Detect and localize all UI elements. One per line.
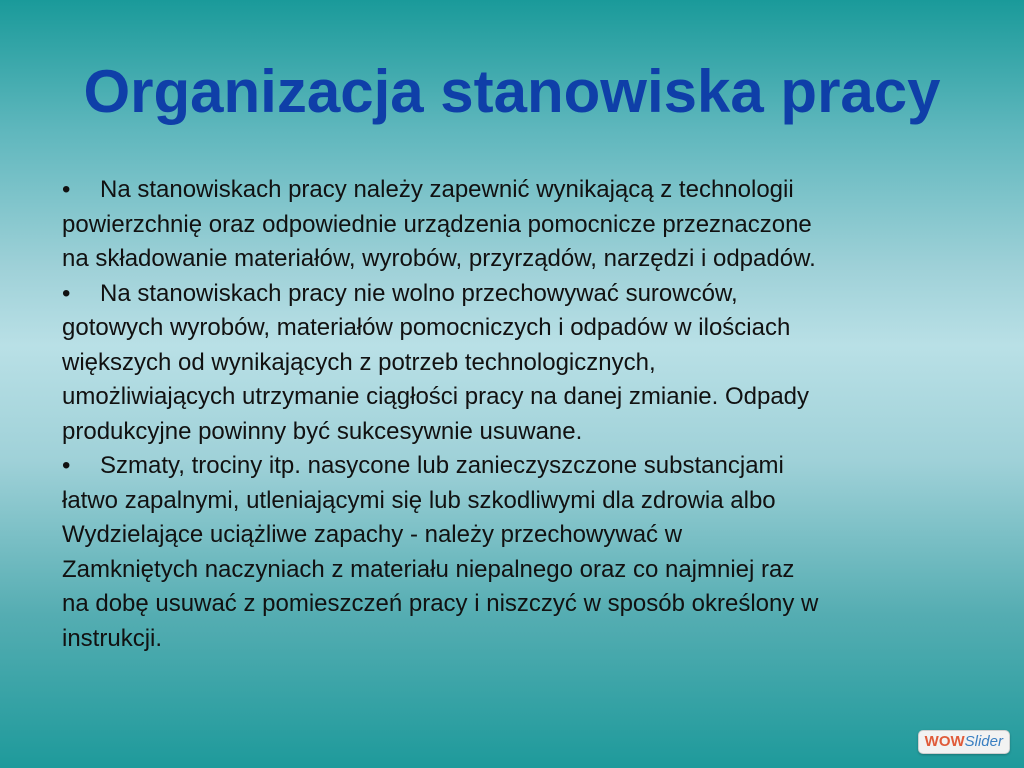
- paragraph-line: umożliwiających utrzymanie ciągłości pracy na danej zmianie. Odpady: [62, 383, 810, 410]
- bullet-line: [62, 277, 982, 312]
- paragraph-line: większych od wynikających z potrzeb technologicznych,: [62, 348, 656, 376]
- slide-body: [62, 173, 982, 656]
- paragraph-line: Zamkniętych naczyniach z materiału niepalnego oraz co najmniej raz: [62, 555, 795, 583]
- slide-title: Organizacja stanowiska pracy: [83, 58, 941, 125]
- bullet-line: [62, 449, 982, 484]
- bullet-line: [62, 173, 982, 208]
- bullet-icon: •: [62, 176, 71, 203]
- paragraph-line: instrukcji.: [62, 624, 163, 652]
- paragraph-text: Na stanowiskach pracy nie wolno przechowywać surowców,: [100, 279, 738, 307]
- paragraph-line: gotowych wyrobów, materiałów pomocniczych i odpadów w ilościach: [62, 314, 791, 341]
- paragraph-line: produkcyjne powinny być sukcesywnie usuwane.: [62, 417, 583, 445]
- bullet-icon: •: [62, 452, 71, 479]
- paragraph-line: na dobę usuwać z pomieszczeń pracy i niszczyć w sposób określony w: [62, 590, 819, 617]
- paragraph-line: powierzchnię oraz odpowiednie urządzenia pomocnicze przeznaczone: [62, 210, 812, 238]
- wowslider-logo-part1: WOW: [924, 733, 965, 750]
- paragraph-text: Szmaty, trociny itp. nasycone lub zanieczyszczone substancjami: [100, 452, 784, 479]
- paragraph-line: na składowanie materiałów, wyrobów, przyrządów, narzędzi i odpadów.: [62, 245, 816, 272]
- paragraph-text: Na stanowiskach pracy należy zapewnić wynikającą z technologii: [100, 176, 794, 203]
- wowslider-logo-part2: Slider: [964, 733, 1003, 750]
- paragraph-line: Wydzielające uciążliwe zapachy - należy przechowywać w: [62, 521, 683, 548]
- paragraph-line: łatwo zapalnymi, utleniającymi się lub szkodliwymi dla zdrowia albo: [62, 486, 776, 514]
- bullet-icon: •: [62, 279, 71, 307]
- wowslider-logo[interactable]: [918, 730, 1010, 754]
